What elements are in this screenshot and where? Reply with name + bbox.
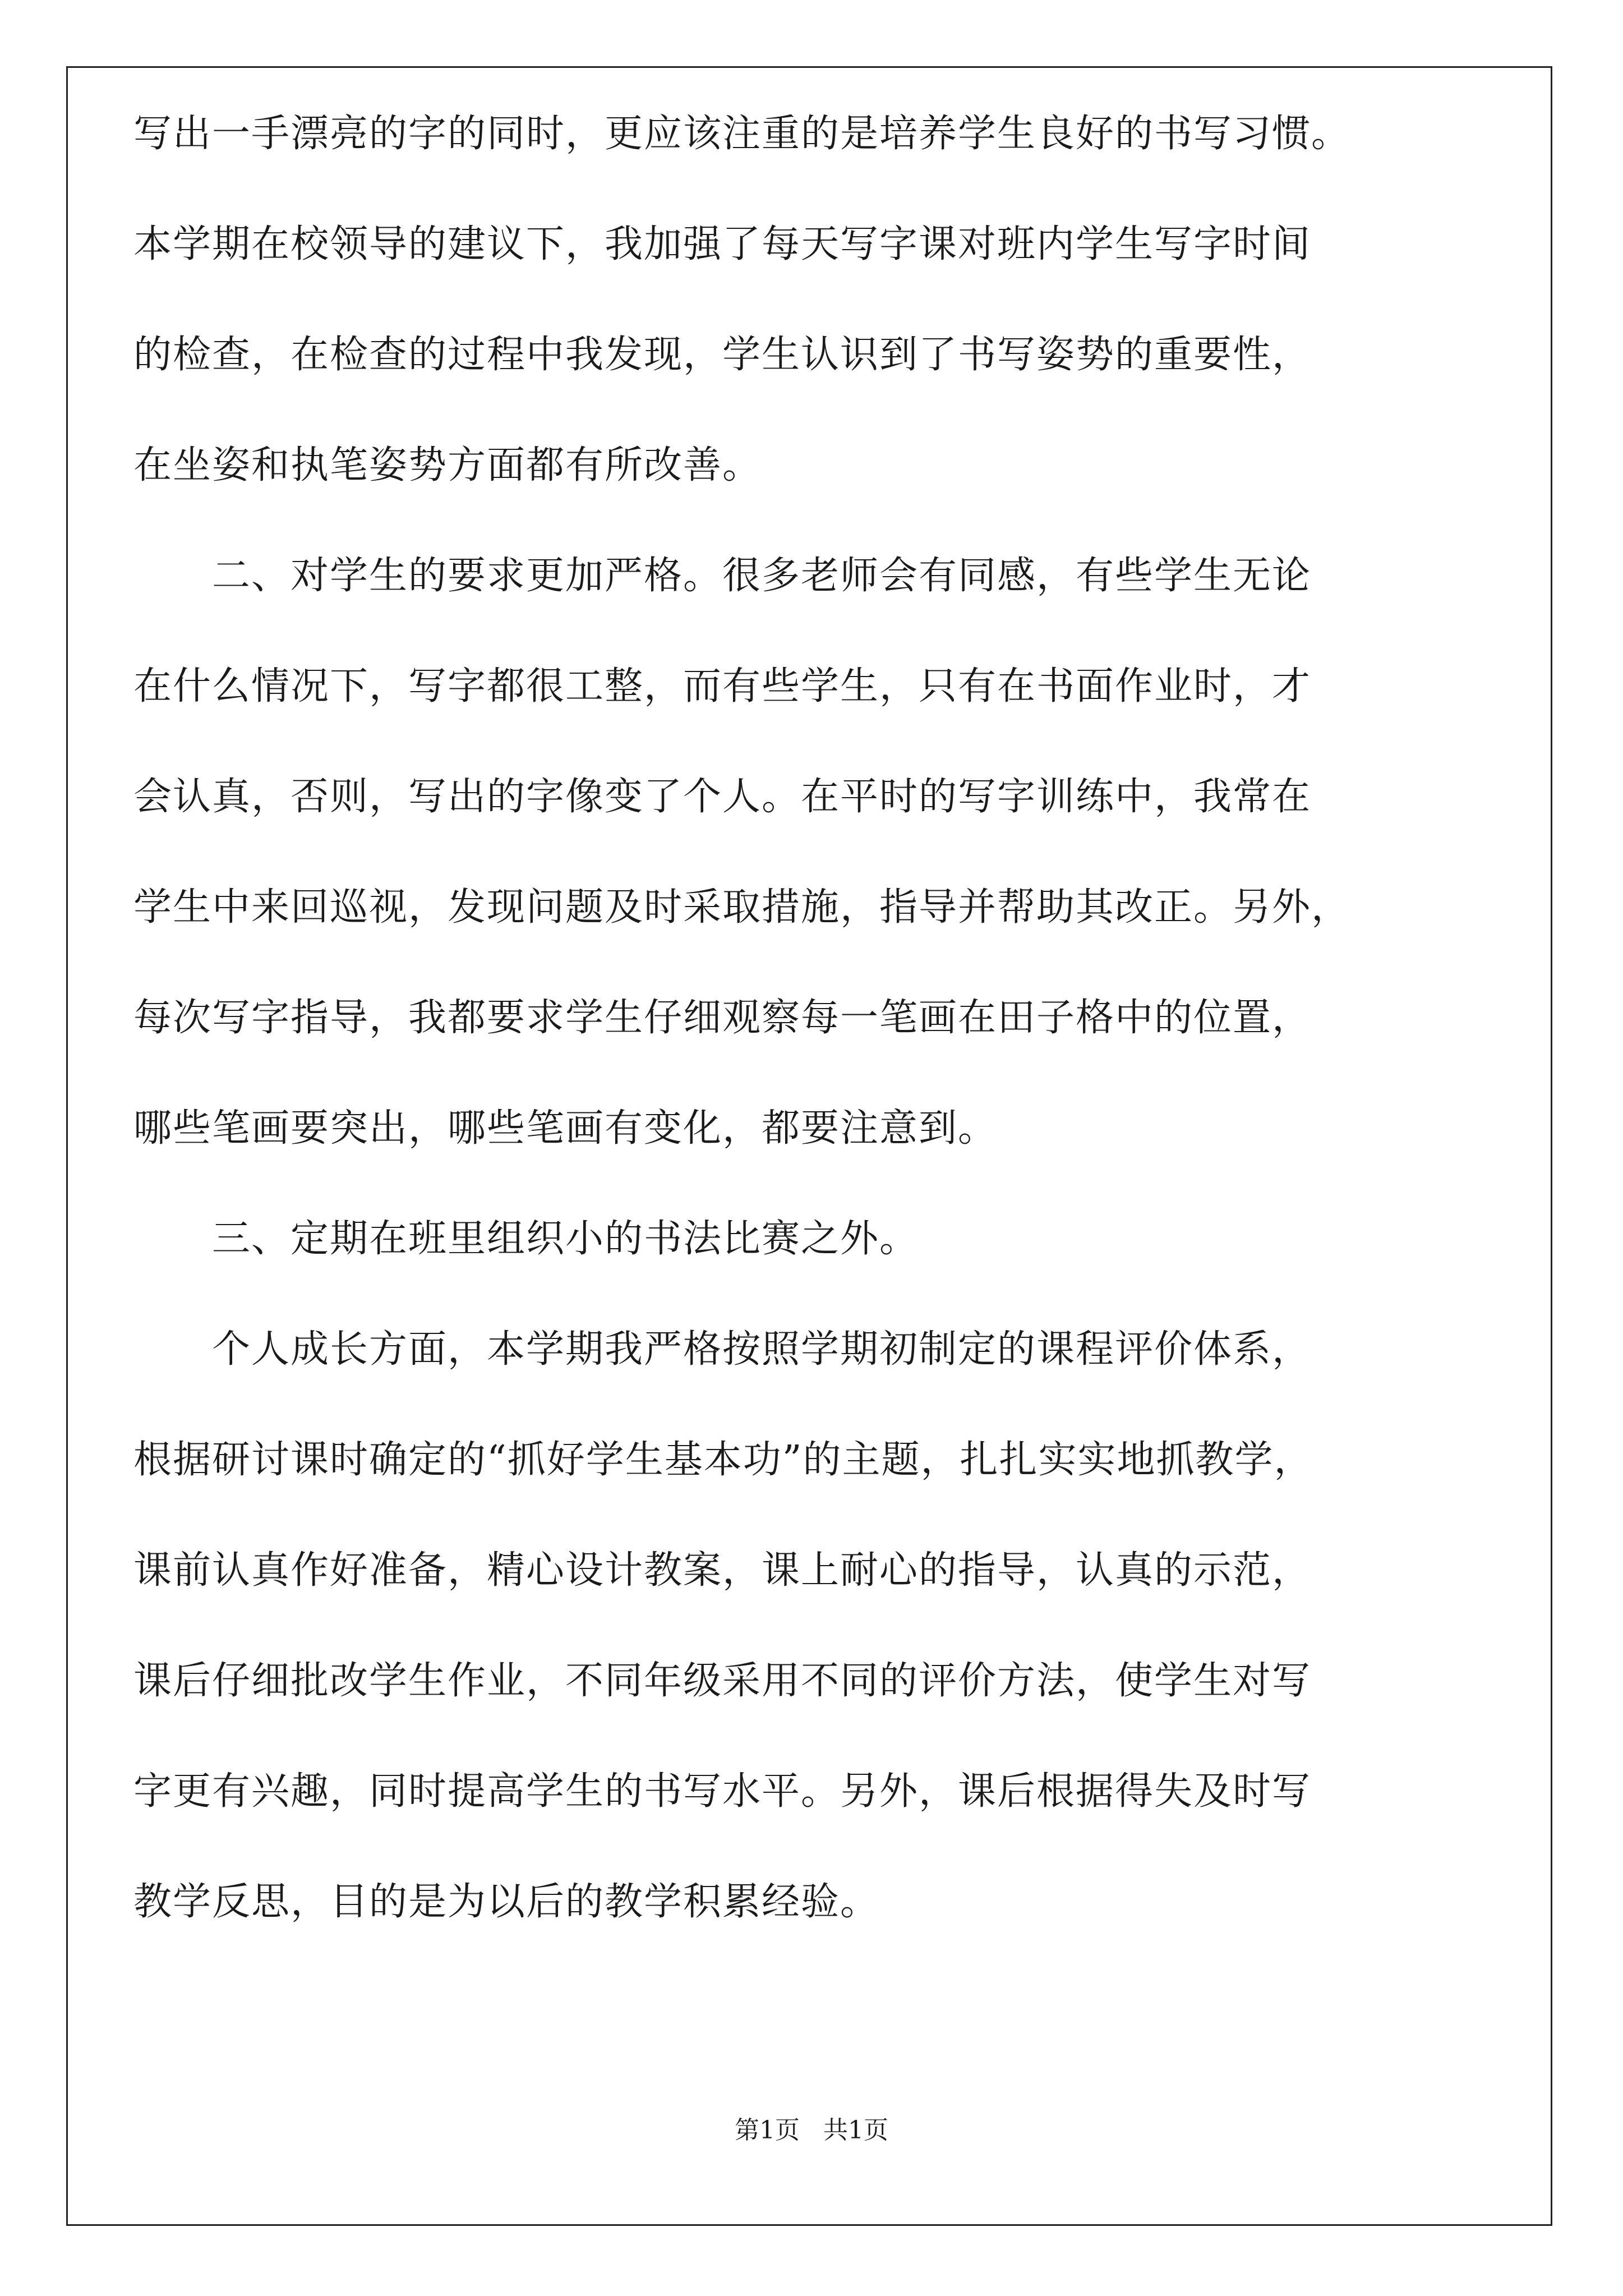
text-line-14: 课前认真作好准备，精心设计教案，课上耐心的指导，认真的示范，	[133, 1548, 1312, 1593]
text-line-17: 教学反思，目的是为以后的教学积累经验。	[133, 1880, 880, 1924]
text-line-1: 写出一手漂亮的字的同时，更应该注重的是培养学生良好的书写习惯。	[133, 112, 1351, 156]
text-line-8: 学生中来回巡视，发现问题及时采取措施，指导并帮助其改正。另外，	[133, 885, 1351, 930]
text-line-11: 三、定期在班里组织小的书法比赛之外。	[212, 1217, 919, 1261]
text-line-5: 二、对学生的要求更加严格。很多老师会有同感，有些学生无论	[212, 554, 1312, 598]
text-line-2: 本学期在校领导的建议下，我加强了每天写字课对班内学生写字时间	[133, 222, 1312, 266]
text-line-4: 在坐姿和执笔姿势方面都有所改善。	[133, 443, 762, 487]
text-line-16: 字更有兴趣，同时提高学生的书写水平。另外，课后根据得失及时写	[133, 1769, 1312, 1814]
text-line-13: 根据研讨课时确定的“抓好学生基本功”的主题，扎扎实实地抓教学，	[133, 1438, 1313, 1482]
text-line-6: 在什么情况下，写字都很工整，而有些学生，只有在书面作业时，才	[133, 664, 1312, 708]
page-footer: 第1页 共1页	[735, 2116, 888, 2145]
text-line-9: 每次写字指导，我都要求学生仔细观察每一笔画在田子格中的位置，	[133, 996, 1312, 1040]
text-line-15: 课后仔细批改学生作业，不同年级采用不同的评价方法，使学生对写	[133, 1659, 1312, 1703]
document-body	[133, 79, 1479, 1957]
text-line-10: 哪些笔画要突出，哪些笔画有变化，都要注意到。	[133, 1106, 998, 1151]
text-line-3: 的检查，在检查的过程中我发现，学生认识到了书写姿势的重要性，	[133, 333, 1312, 377]
text-line-12: 个人成长方面，本学期我严格按照学期初制定的课程评价体系，	[212, 1327, 1312, 1372]
text-line-7: 会认真，否则，写出的字像变了个人。在平时的写字训练中，我常在	[133, 775, 1312, 819]
